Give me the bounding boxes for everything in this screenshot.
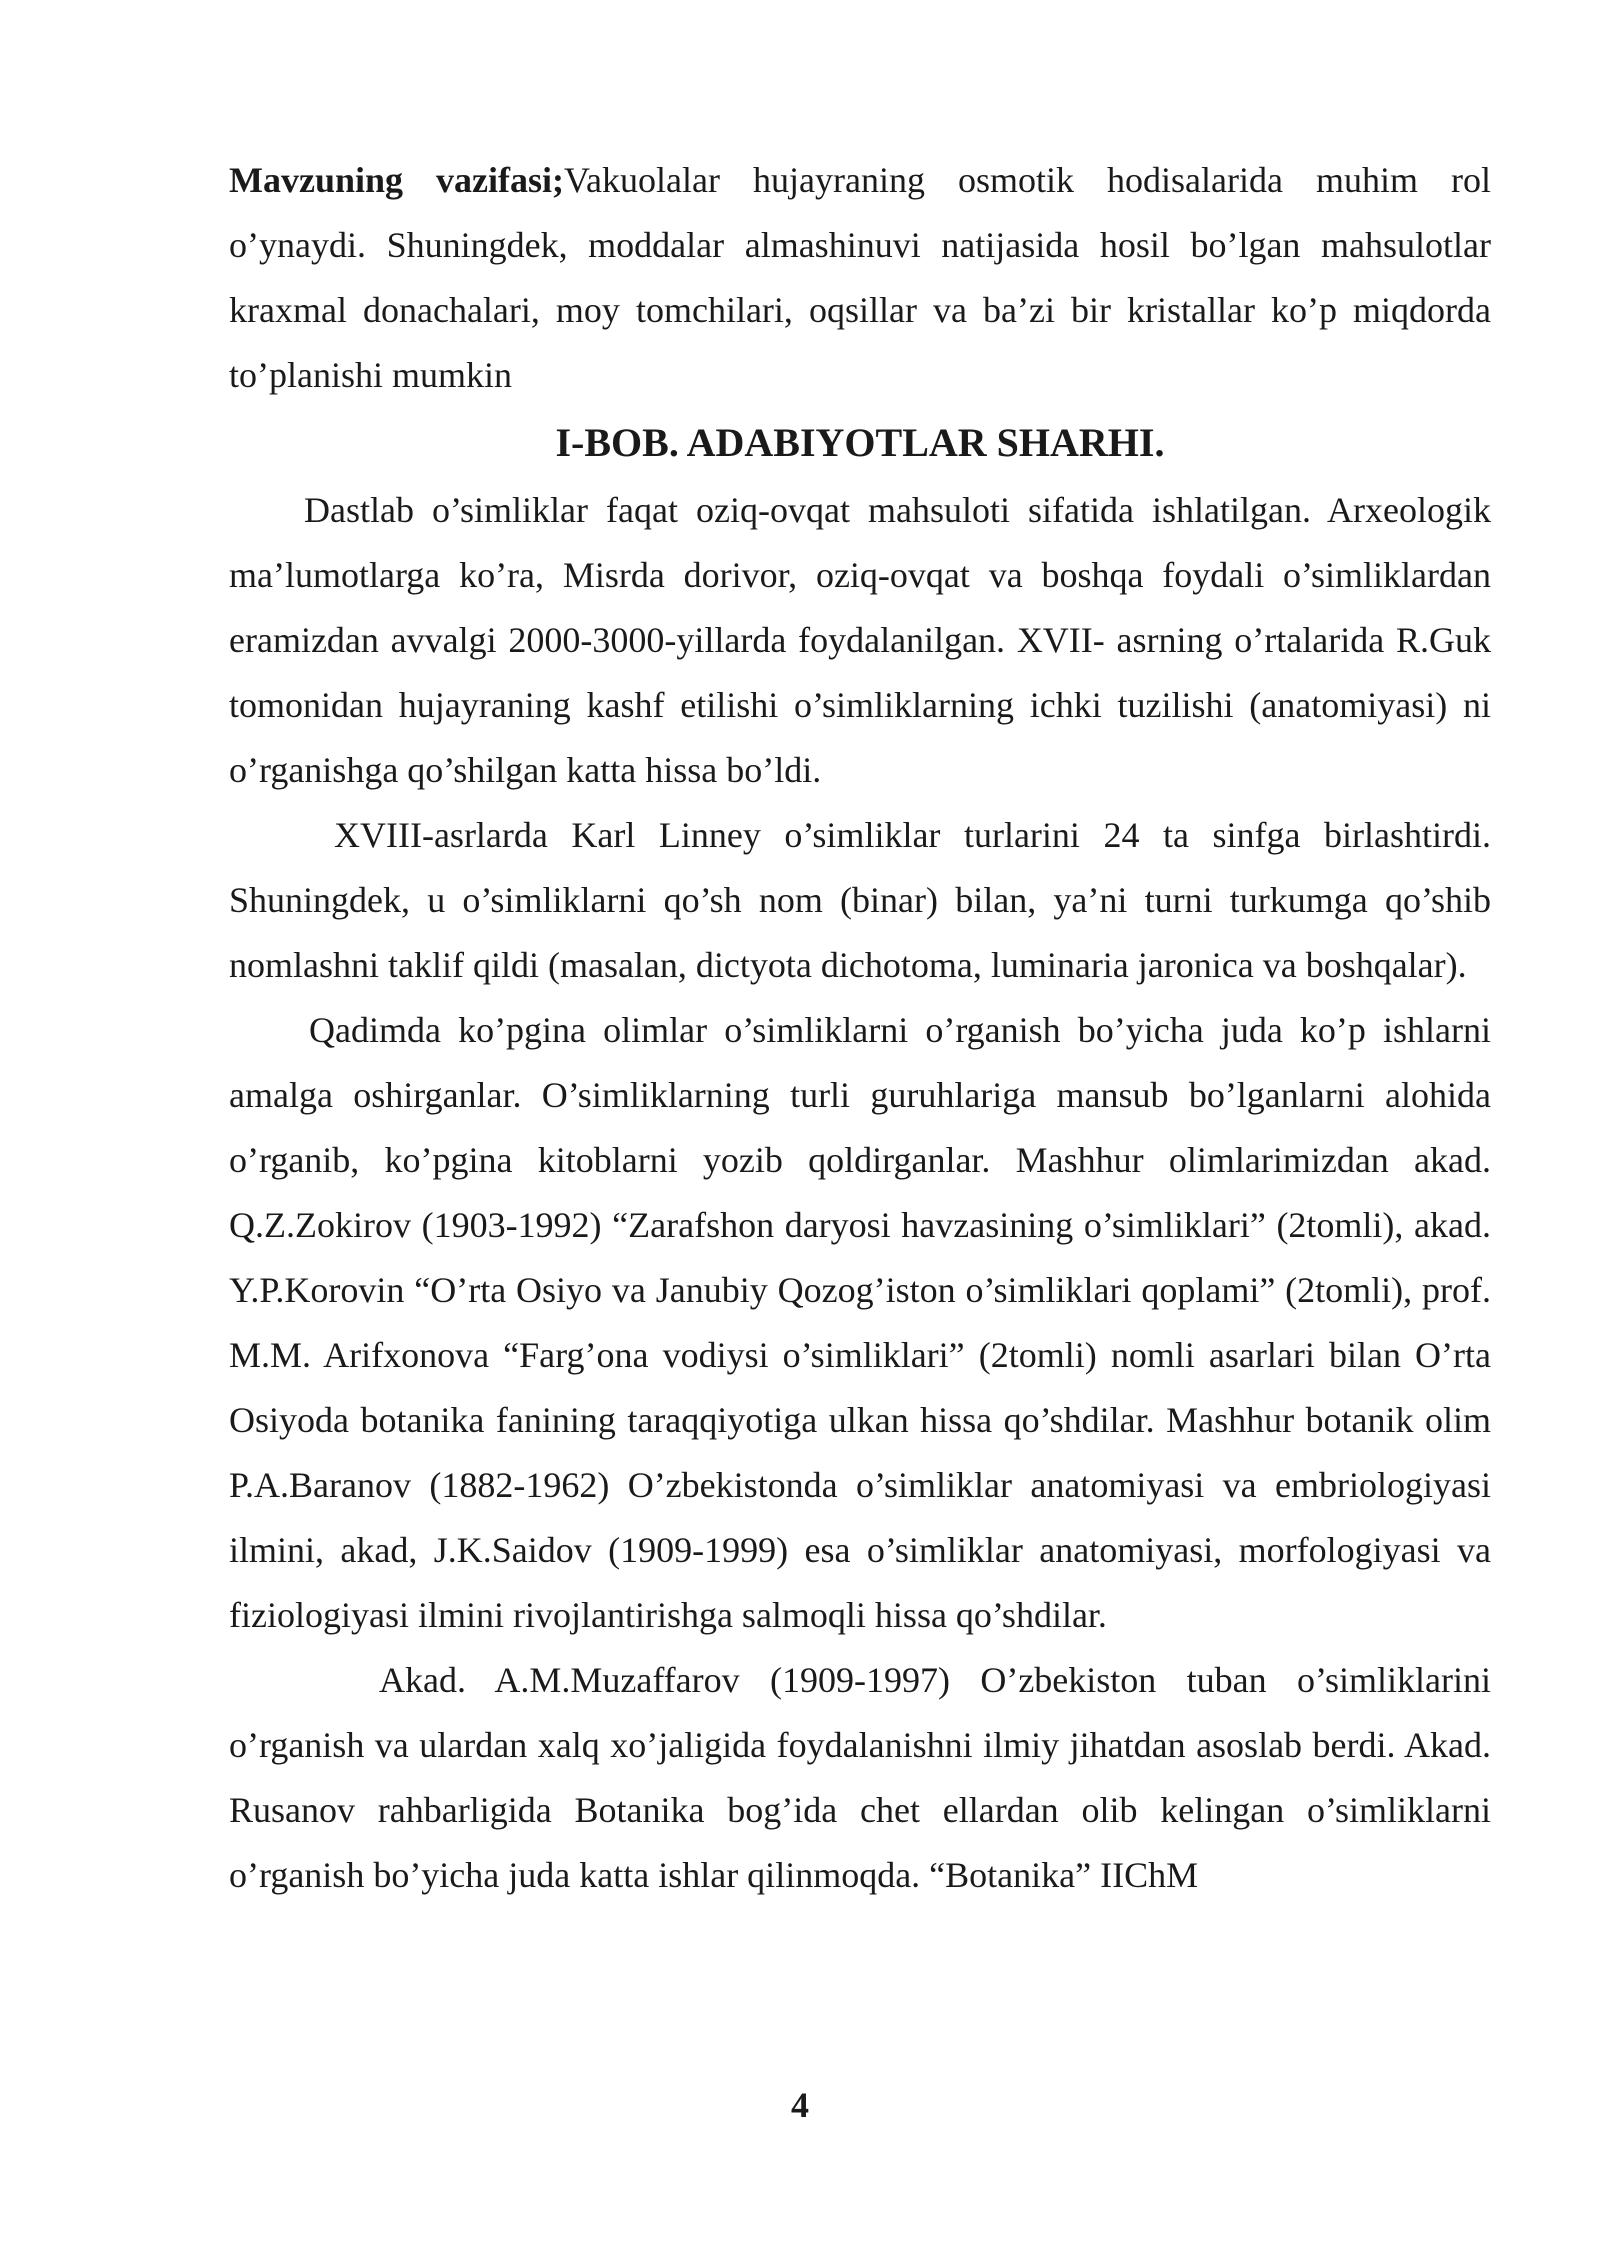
page-number: 4 <box>791 2085 809 2125</box>
intro-text: Vakuolalar hujayraning osmotik hodisalarida muhim rol o’ynaydi. Shuningdek, moddalar almashinuvi natijasida hosil bo’lgan mahsulotlar kraxmal donachalari, moy tomchilari, oqsillar va ba’zi bir kristallar ko’p miqdorda to’planishi mumkin <box>229 160 1491 395</box>
body-paragraph: Dastlab o’simliklar faqat oziq-ovqat mahsuloti sifatida ishlatilgan. Arxeologik ma’lumotlarga ko’ra, Misrda dorivor, oziq-ovqat va boshqa foydali o’simliklardan eramizdan avvalgi 2000-3000-yillarda foydalanilgan. XVII- asrning o’rtalarida R.Guk tomonidan hujayraning kashf etilishi o’simliklarning ichki tuzilishi (anatomiyasi) ni o’rganishga qo’shilgan katta hissa bo’ldi. <box>229 490 1491 790</box>
intro-label: Mavzuning vazifasi; <box>229 160 565 200</box>
document-page <box>229 148 1491 1908</box>
body-paragraph: XVIII-asrlarda Karl Linney o’simliklar turlarini 24 ta sinfga birlashtirdi. Shuningdek, u o’simliklarni qo’sh nom (binar) bilan, ya’ni turni turkumga qo’shib nomlashni taklif qildi (masalan, dictyota dichotoma, luminaria jaronica va boshqalar). <box>229 815 1491 985</box>
chapter-heading: I-BOB. ADABIYOTLAR SHARHI. <box>555 420 1165 465</box>
body-paragraph: Qadimda ko’pgina olimlar o’simliklarni o’rganish bo’yicha juda ko’p ishlarni amalga oshirganlar. O’simliklarning turli guruhlariga mansub bo’lganlarni alohida o’rganib, ko’pgina kitoblarni yozib qoldirganlar. Mashhur olimlarimizdan akad. Q.Z.Zokirov (1903-1992) “Zarafshon daryosi havzasining o’simliklari” (2tomli), akad. Y.P.Korovin “O’rta Osiyo va Janubiy Qozog’iston o’simliklari qoplami” (2tomli), prof. M.M. Arifxonova “Farg’ona vodiysi o’simliklari” (2tomli) nomli asarlari bilan O’rta Osiyoda botanika fanining taraqqiyotiga ulkan hissa qo’shdilar. Mashhur botanik olim P.A.Baranov (1882-1962) O’zbekistonda o’simliklar anatomiyasi va embriologiyasi ilmini, akad, J.K.Saidov (1909-1999) esa o’simliklar anatomiyasi, morfologiyasi va fiziologiyasi ilmini rivojlantirishga salmoqli hissa qo’shdilar. <box>229 1010 1491 1635</box>
body-paragraph: Akad. A.M.Muzaffarov (1909-1997) O’zbekiston tuban o’simliklarini o’rganish va ulardan xalq xo’jaligida foydalanishni ilmiy jihatdan asoslab berdi. Akad. Rusanov rahbarligida Botanika bog’ida chet ellardan olib kelingan o’simliklarni o’rganish bo’yicha juda katta ishlar qilinmoqda. “Botanika” IIChM <box>229 1660 1491 1895</box>
intro-paragraph <box>229 148 1491 408</box>
